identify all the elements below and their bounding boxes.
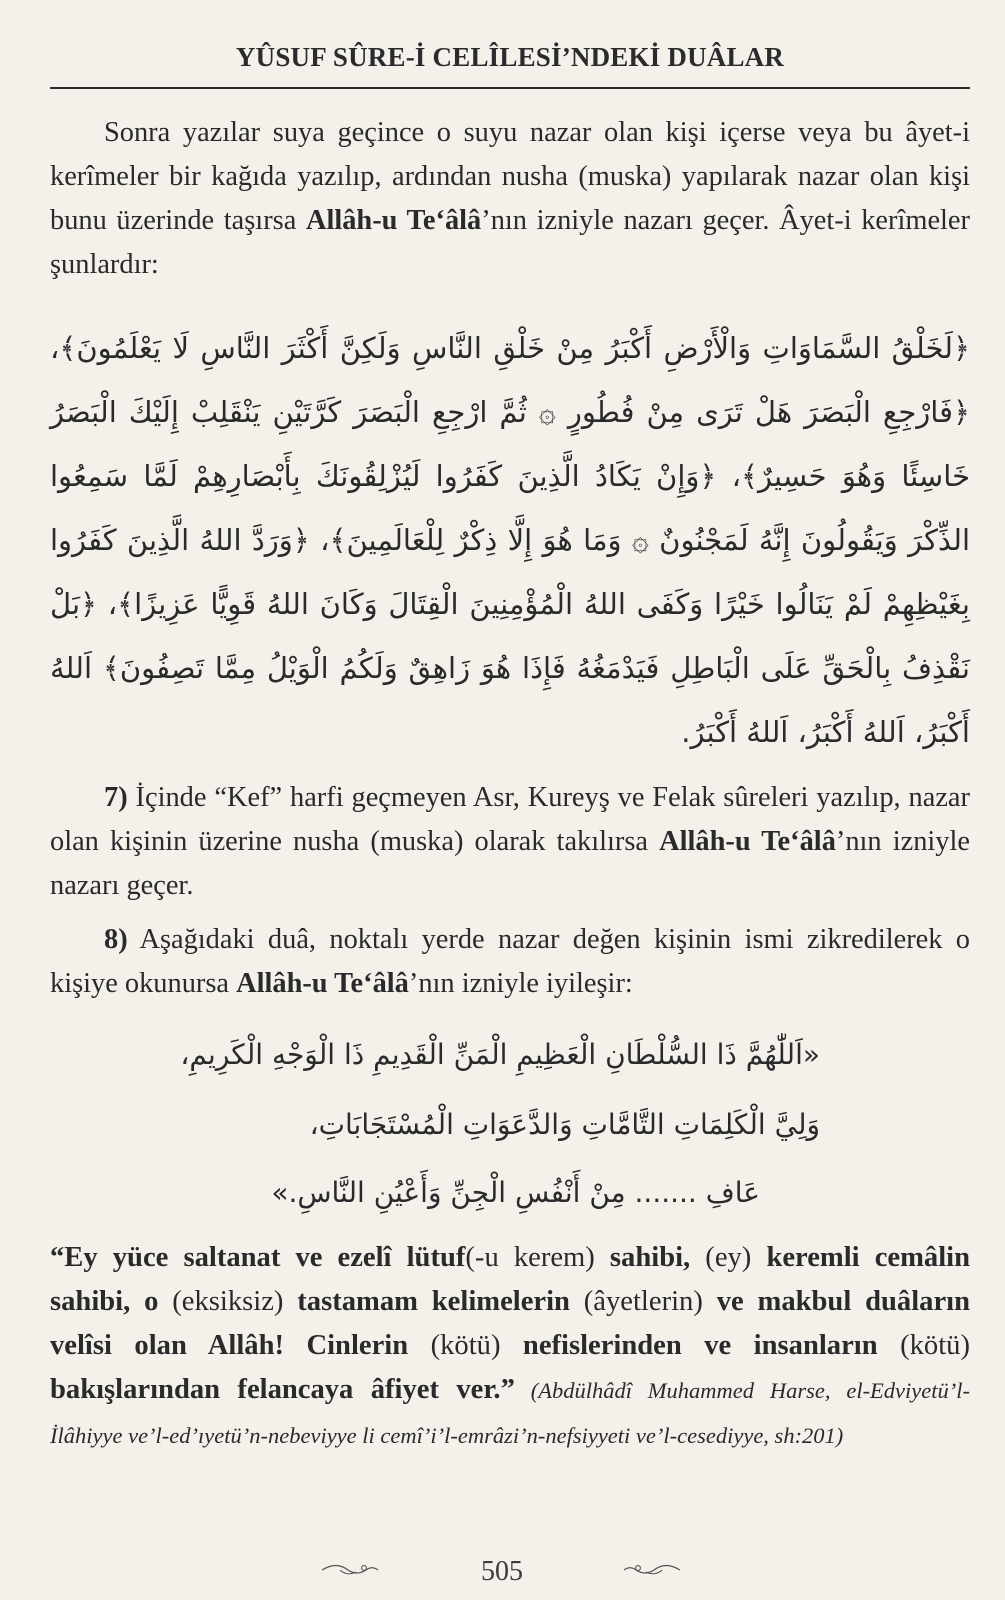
plain-text: (âyetlerin) [569,1286,717,1317]
arabic-verses: ﴿لَخَلْقُ السَّمَاوَاتِ وَالْأَرْضِ أَكْبَرُ مِنْ خَلْقِ النَّاسِ وَلَكِنَّ أَكْثَرَ النَّاسِ لَا يَعْلَمُونَ﴾، ﴿فَارْجِعِ الْبَصَرَ هَلْ تَرَى مِنْ فُطُورٍ ۞ ثُمَّ ارْجِعِ الْبَصَرَ كَرَّتَيْنِ يَنْقَلِبْ إِلَيْكَ الْبَصَرُ خَاسِئًا وَهُوَ حَسِيرٌ﴾، ﴿وَإِنْ يَكَادُ الَّذِينَ كَفَرُوا لَيُزْلِقُونَكَ بِأَبْصَارِهِمْ لَمَّا سَمِعُوا الذِّكْرَ وَيَقُولُونَ إِنَّهُ لَمَجْنُونٌ ۞ وَمَا هُوَ إِلَّا ذِكْرٌ لِلْعَالَمِينَ﴾، ﴿وَرَدَّ اللهُ الَّذِينَ كَفَرُوا بِغَيْظِهِمْ لَمْ يَنَالُوا خَيْرًا وَكَفَى اللهُ الْمُؤْمِنِينَ الْقِتَالَ وَكَانَ اللهُ قَوِيًّا عَزِيزًا﴾، ﴿بَلْ نَقْذِفُ بِالْحَقِّ عَلَى الْبَاطِلِ فَيَدْمَغُهُ فَإِذَا هُوَ زَاهِقٌ وَلَكُمُ الْوَيْلُ مِمَّا تَصِفُونَ﴾ اَللهُ أَكْبَرُ، اَللهُ أَكْبَرُ، اَللهُ أَكْبَرُ. [50,331,970,749]
page-footer [0,1556,1005,1586]
bold-text: Allâh-u Te‘âlâ [236,968,409,999]
bold-text: bakışlarından felancaya âfiyet ver.” [50,1374,515,1405]
paragraph-item-7 [50,776,970,908]
bold-text: “Ey yüce saltanat ve ezelî lütuf [50,1242,466,1273]
paragraph-text: Sonra yazılar suya geçince o suyu nazar olan kişi içerse veya bu âyet-i kerîmeler bir kağıda yazılıp, ardından nusha (muska) yapılarak nazar olan kişi bunu üzerinde taşırsa [50,117,970,236]
bold-text: Allâh-u Te‘âlâ [659,826,836,857]
item-number: 7) [104,782,128,813]
bold-text: ve makbul duâların velîsi olan Allâh! Cinlerin [50,1286,970,1361]
paragraph-text: ’nın izniyle iyileşir: [408,968,633,999]
item-number: 8) [104,924,128,955]
source-citation: (Abdülhâdî Muhammed Harse, el-Edviyetü’l-İlâhiyye ve’l-ed’ıyetü’n-nebeviyye li cemî’i’l-emrâzi’n-nefsiyyeti ve’l-cesediyye, sh:201) [50,1378,971,1448]
paragraph-text: Aşağıdaki duâ, noktalı yerde nazar değen kişinin ismi zikredilerek o kişiye okunursa [50,924,970,999]
plain-text: (ey) [690,1242,767,1273]
translation-paragraph [50,1236,970,1458]
paragraph-text: İçinde “Kef” harfi geçmeyen Asr, Kureyş ve Felak sûreleri yazılıp, nazar olan kişinin üzerine nusha (muska) olarak takılırsa [50,782,970,857]
bold-text: Allâh-u Te‘âlâ [305,205,482,236]
dua-line-3: عَافِ ....... مِنْ أَنْفُسِ الْجِنِّ وَأَعْيُنِ النَّاسِ.» [271,1176,760,1209]
page-header-title: YÛSUF SÛRE-İ CELÎLESİ’NDEKİ DUÂLAR [235,42,785,72]
bold-text: nefislerinden ve insanların [522,1330,878,1361]
ornament-right-icon [620,1562,682,1578]
dua-line-2: وَلِيَّ الْكَلِمَاتِ التَّامَّاتِ وَالدَّعَوَاتِ الْمُسْتَجَابَاتِ، [309,1108,820,1141]
plain-text: (kötü) [877,1330,970,1361]
header-rule [50,87,970,89]
paragraph-text: ’nın izniyle nazarı geçer. [50,826,970,901]
page-number: 505 [481,1556,523,1587]
dua-line-1: «اَللّٰهُمَّ ذَا السُّلْطَانِ الْعَظِيمِ الْمَنِّ الْقَدِيمِ ذَا الْوَجْهِ الْكَرِيمِ، [180,1038,820,1071]
paragraph-item-8 [50,918,970,1006]
bold-text: sahibi, [609,1242,691,1273]
bold-text: tastamam kelimelerin [297,1286,570,1317]
plain-text: (-u kerem) [465,1242,610,1273]
paragraph-intro [50,111,970,287]
ornament-left-icon [320,1562,382,1578]
bold-text: keremli cemâlin sahibi, o [50,1242,970,1317]
plain-text: (eksiksiz) [158,1286,298,1317]
paragraph-text: ’nın izniyle nazarı geçer. Âyet-i kerîmeler şunlardır: [50,205,970,280]
plain-text: (kötü) [408,1330,523,1361]
